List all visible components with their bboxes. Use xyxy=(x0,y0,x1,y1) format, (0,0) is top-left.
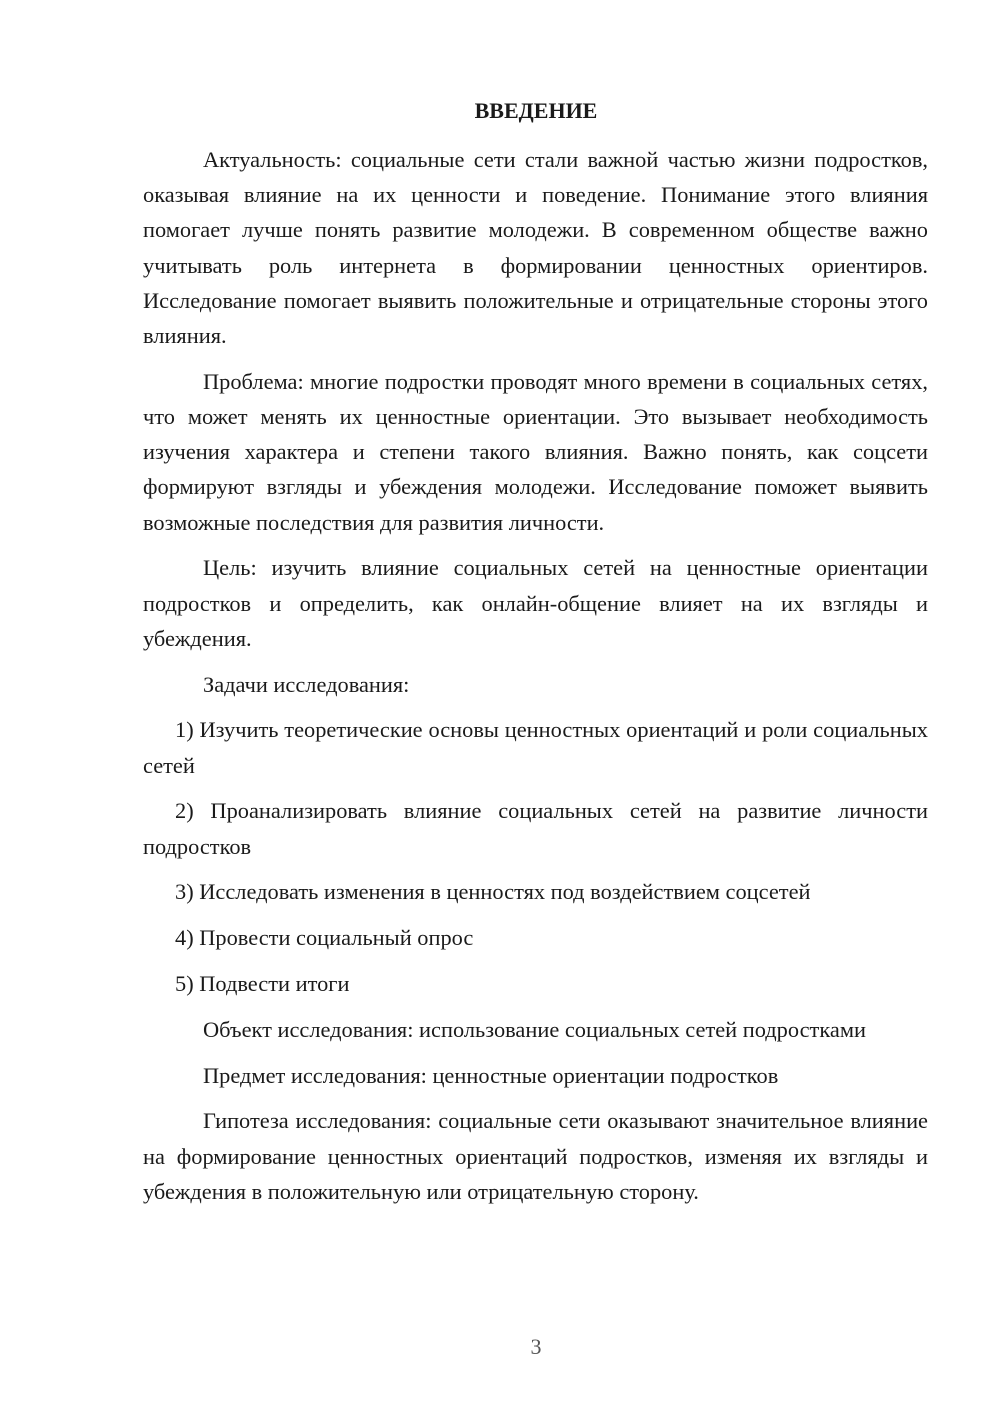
list-item: 3) Исследовать изменения в ценностях под воздействием соцсетей xyxy=(175,879,811,905)
list-item: 2) Проанализировать влияние социальных сетей на развитие личности подростков xyxy=(143,798,928,859)
paragraph-hypothesis: Гипотеза исследования: социальные сети оказывают значительное влияние на формирование ценностных ориентаций подростков, изменяя их взгляды и убеждения в положительную или отрицательную сторону. xyxy=(143,1108,928,1204)
paragraph-goal: Цель: изучить влияние социальных сетей на ценностные ориентации подростков и определить, как онлайн-общение влияет на их взгляды и убеждения. xyxy=(143,555,928,651)
page-title: ВВЕДЕНИЕ xyxy=(474,98,598,123)
page-number: 3 xyxy=(530,1334,542,1359)
paragraph-object: Объект исследования: использование социальных сетей подростками xyxy=(203,1016,866,1042)
paragraph-relevance: Актуальность: социальные сети стали важной частью жизни подростков, оказывая влияние на их ценности и поведение. Понимание этого влияния помогает лучше понять развитие молодежи. В современном обществе важно учитывать роль интернета в формировании ценностных ориентиров. Исследование помогает выявить положительные и отрицательные стороны этого влияния. xyxy=(143,147,928,349)
list-item: 1) Изучить теоретические основы ценностных ориентаций и роли социальных сетей xyxy=(143,717,928,778)
document-body xyxy=(143,142,928,1220)
list-item: 5) Подвести итоги xyxy=(175,971,350,997)
paragraph-tasks-heading: Задачи исследования: xyxy=(203,671,410,697)
paragraph-subject: Предмет исследования: ценностные ориентации подростков xyxy=(203,1062,779,1088)
paragraph-problem: Проблема: многие подростки проводят много времени в социальных сетях, что может менять их ценностные ориентации. Это вызывает необходимость изучения характера и степени такого влияния. Важно понять, как соцсети формируют взгляды и убеждения молодежи. Исследование поможет выявить возможные последствия для развития личности. xyxy=(143,368,928,535)
list-item: 4) Провести социальный опрос xyxy=(175,925,474,951)
